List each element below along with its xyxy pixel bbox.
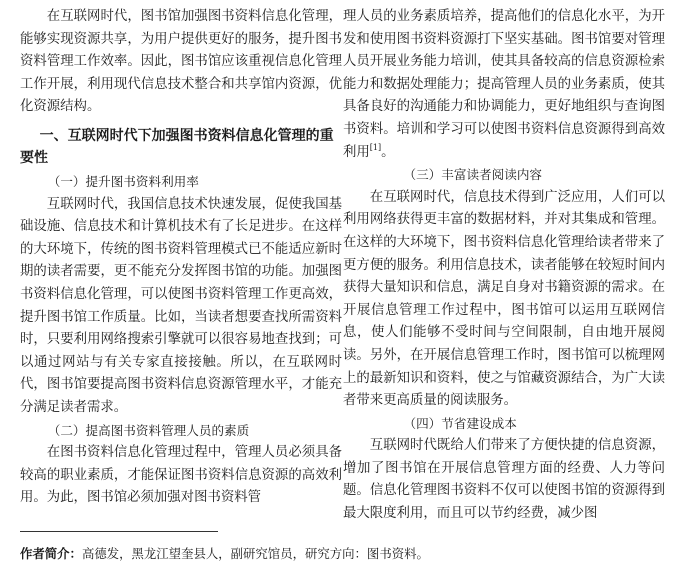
- left-column: [20, 6, 342, 510]
- subsection-1-heading: （一）提升图书资料利用率: [47, 173, 199, 189]
- continued-paragraph: [343, 6, 665, 164]
- footnote-text: 高德发，黑龙江望奎县人，副研究馆员，研究方向：图书资料。: [81, 546, 429, 561]
- subsection-1-paragraph: 互联网时代，我国信息技术快速发展，促使我国基础设施、信息技术和计算机技术有了长足进步。在这样的大环境下，传统的图书资料管理模式已不能适应新时期的读者需要，更不能充分发挥图书馆的功能。加强图书资料信息化管理，可以使图书资料管理工作更高效，提升图书馆工作质量。比如，当读者想要查找所需资料时，只要利用网络搜索引擎就可以很容易地查找到；可以通过网站与有关专家直接接触。所以，在互联网时代，图书馆要提高图书资料信息资源管理水平，才能充分满足读者需求。: [20, 196, 342, 415]
- citation-ref: [1]: [369, 142, 382, 152]
- subsection-4-heading: （四）节省建设成本: [403, 415, 517, 431]
- subsection-3-heading: （三）丰富读者阅读内容: [403, 167, 542, 183]
- subsection-2-paragraph: 在图书资料信息化管理过程中，管理人员必须具备较高的职业素质，才能保证图书资料信息资源的高效利用。为此，图书馆必须加强对图书资料管: [20, 445, 342, 506]
- continued-paragraph-end: 。: [381, 144, 395, 160]
- continued-paragraph-text: 理人员的业务素质培养，提高他们的信息化水平，为开发和使用图书资料资源打下坚实基础。图书馆要对管理人员开展业务能力培训，使其具备较高的信息资源检索能力和数据处理能力；提高管理人员的业务素质，使其具备良好的沟通能力和协调能力，更好地组织与查询图书资料。培训和学习可以使图书资料信息资源得到高效利用: [343, 9, 665, 160]
- right-column: [343, 6, 665, 526]
- subsection-4-paragraph: 互联网时代既给人们带来了方便快捷的信息资源，增加了图书馆在开展信息管理方面的经费、人力等问题。信息化管理图书资料不仅可以使图书馆的资源得到最大限度利用，而且可以节约经费，减少图: [343, 438, 665, 522]
- subsection-3-paragraph: 在互联网时代，信息技术得到广泛应用，人们可以利用网络获得更丰富的数据材料，并对其集成和管理。在这样的大环境下，图书资料信息化管理给读者带来了更方便的服务。利用信息技术，读者能够在较短时间内获得大量知识和信息，满足自身对书籍资源的需求。在开展信息管理工作过程中，图书馆可以运用互联网信息，使人们能够不受时间与空间限制，自由地开展阅读。另外，在开展信息管理工作时，图书馆可以梳理网上的最新知识和资料，使之与馆藏资源结合，为广大读者带来更高质量的阅读服务。: [343, 189, 665, 409]
- author-footnote: [20, 545, 429, 563]
- section-1-heading: 一、互联网时代下加强图书资料信息化管理的重要性: [20, 127, 334, 166]
- footnote-label: 作者简介：: [20, 546, 82, 561]
- footnote-divider: [20, 531, 218, 532]
- intro-paragraph: 在互联网时代，图书馆加强图书资料信息化管理，能够实现资源共享，为用户提供更好的服务，提升图书资料管理工作效率。因此，图书馆应该重视信息化管理工作开展，利用现代信息技术整合和共享馆内资源，优化资源结构。: [20, 9, 342, 115]
- subsection-2-heading: （二）提高图书资料管理人员的素质: [47, 422, 250, 438]
